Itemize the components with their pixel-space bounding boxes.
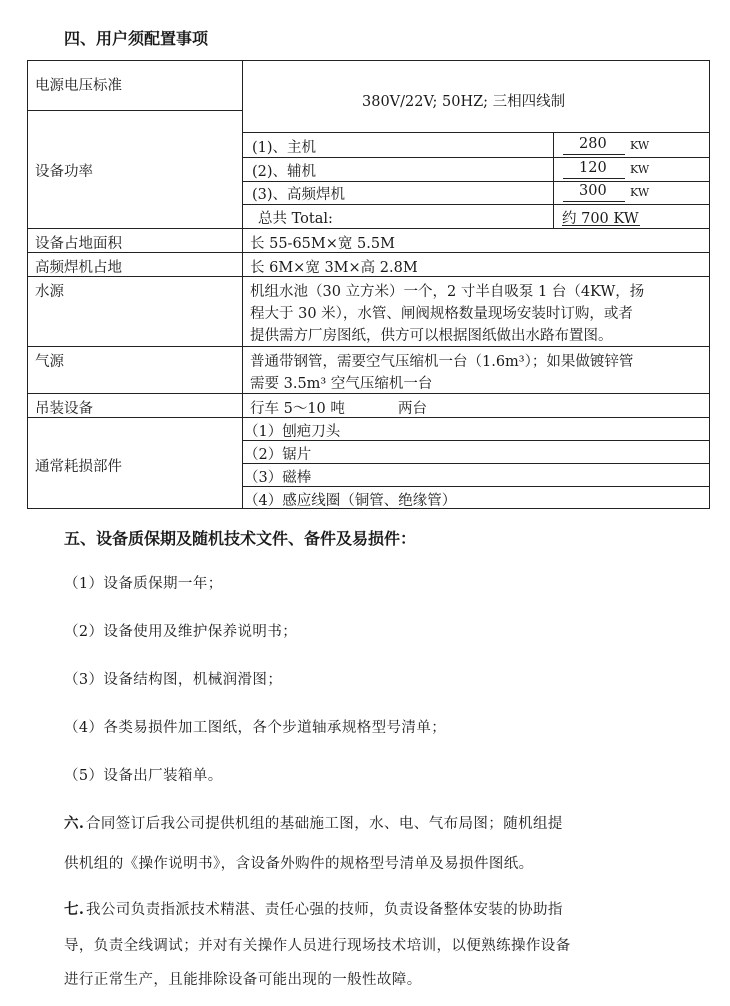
power-item-unit: KW — [630, 139, 650, 152]
welder-area-value: 长 6M×宽 3M×高 2.8M — [250, 260, 418, 276]
consumable-item: （1）刨疤刀头 — [244, 424, 341, 440]
section6-line: 合同签订后我公司提供机组的基础施工图，水、电、气布局图；随机组提 — [86, 816, 563, 832]
power-item-value: 280 — [579, 136, 607, 152]
lifting-quantity: 两台 — [398, 401, 427, 417]
section6-line: 供机组的《操作说明书》，含设备外购件的规格型号清单及易损件图纸。 — [64, 856, 534, 872]
water-line: 提供需方厂房图纸，供方可以根据图纸做出水路布置图。 — [250, 328, 613, 344]
section7-number: 七. — [64, 901, 85, 918]
water-label: 水源 — [35, 284, 64, 300]
welder-area-label: 高频焊机占地 — [35, 260, 122, 276]
floor-area-label: 设备占地面积 — [35, 236, 122, 252]
power-total-label: 总共 Total: — [258, 211, 333, 227]
table-border-left — [27, 60, 28, 508]
section4-heading: 四、用户须配置事项 — [64, 29, 209, 48]
power-item-name: (3)、高频焊机 — [252, 187, 346, 203]
lifting-value: 行车 5～10 吨 — [250, 401, 345, 417]
water-line: 机组水池（30 立方米）一个，2 寸半自吸泵 1 台（4KW，扬 — [250, 284, 645, 300]
floor-area-value: 长 55-65M×宽 5.5M — [250, 236, 395, 252]
table-rule — [27, 393, 710, 394]
table-rule — [27, 346, 710, 347]
power-voltage-value: 380V/22V; 50HZ; 三相四线制 — [362, 94, 566, 110]
section5-heading: 五、设备质保期及随机技术文件、备件及易损件： — [64, 529, 417, 548]
power-item-name: (2)、辅机 — [252, 164, 317, 180]
air-label: 气源 — [35, 354, 64, 370]
table-rule — [242, 132, 710, 133]
section7-line: 进行正常生产，且能排除设备可能出现的一般性故障。 — [64, 972, 422, 988]
air-line: 需要 3.5m³ 空气压缩机一台 — [250, 376, 433, 392]
section7-line: 导，负责全线调试；并对有关操作人员进行现场技术培训，以便熟练操作设备 — [64, 938, 571, 954]
equipment-power-label: 设备功率 — [35, 164, 93, 180]
value-underline — [563, 154, 625, 155]
table-rule — [242, 181, 710, 182]
table-col-divider — [242, 60, 243, 508]
water-line: 程大于 30 米），水管、闸阀规格数量现场安装时订购，或者 — [250, 306, 633, 322]
power-voltage-label: 电源电压标准 — [35, 78, 122, 94]
value-underline — [563, 201, 625, 202]
table-col-divider — [553, 132, 554, 228]
power-item-unit: KW — [630, 186, 650, 199]
power-item-value: 120 — [579, 160, 607, 176]
consumable-item: （4）感应线圈（铜管、绝缘管） — [244, 493, 457, 509]
section5-item: （5）设备出厂装箱单。 — [64, 768, 223, 784]
section7-line: 我公司负责指派技术精湛、责任心强的技师，负责设备整体安装的协助指 — [86, 902, 563, 918]
consumables-label: 通常耗损部件 — [35, 459, 122, 475]
power-item-name: (1)、主机 — [252, 140, 317, 156]
section5-item: （4）各类易损件加工图纸，各个步道轴承规格型号清单； — [64, 720, 447, 736]
lifting-label: 吊装设备 — [35, 401, 93, 417]
value-underline — [562, 225, 640, 226]
power-item-unit: KW — [630, 163, 650, 176]
value-underline — [563, 178, 625, 179]
table-rule — [27, 110, 242, 111]
section5-item: （3）设备结构图，机械润滑图； — [64, 672, 283, 688]
table-rule — [242, 463, 710, 464]
table-rule — [27, 417, 710, 418]
consumable-item: （2）锯片 — [244, 447, 312, 463]
section5-item: （1）设备质保期一年； — [64, 576, 223, 592]
table-border-top — [27, 60, 710, 61]
air-line: 普通带钢管，需要空气压缩机一台（1.6m³）；如果做镀锌管 — [250, 354, 634, 370]
table-border-right — [709, 60, 710, 508]
consumable-item: （3）磁棒 — [244, 470, 312, 486]
power-item-value: 300 — [579, 183, 607, 199]
section5-item: （2）设备使用及维护保养说明书； — [64, 624, 298, 640]
table-rule — [27, 228, 710, 229]
table-rule — [242, 204, 710, 205]
table-rule — [242, 486, 710, 487]
table-rule — [242, 157, 710, 158]
power-total-value: 约 700 KW — [562, 211, 639, 227]
section6-number: 六. — [64, 815, 85, 832]
